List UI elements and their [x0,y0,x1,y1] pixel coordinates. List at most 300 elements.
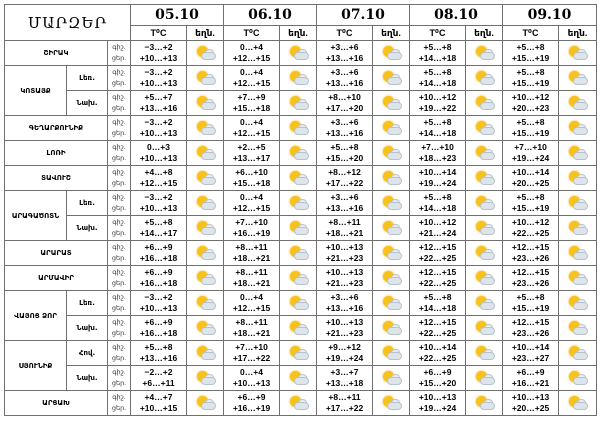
weather-icon-cell [280,141,317,166]
zone-name: Լեռ. [67,191,108,216]
night-temperature: +10…+14 [418,342,457,352]
weather-icon-cell [187,291,224,316]
day-temperature: +21…+23 [325,278,364,288]
time-of-day-labels [108,341,131,366]
temperature-cell [224,366,280,391]
temperature-cell [224,341,280,366]
sun-behind-cloud-icon [382,146,401,159]
night-temperature: +10…+14 [511,167,550,177]
day-label: ցեր. [111,255,127,262]
day-temperature: +17…+22 [325,178,364,188]
weather-icon-cell [187,141,224,166]
day-temperature: +23…+27 [511,353,550,363]
temperature-cell [503,316,559,341]
temperature-cell [317,41,373,66]
day-temperature: +15…+20 [418,378,457,388]
temperature-cell [503,191,559,216]
temperature-cell [131,391,187,416]
night-temperature: +2…+5 [237,142,266,152]
temperature-subheader: T⁰C [131,26,187,41]
weather-icon-cell [373,166,410,191]
night-temperature: +4…+7 [144,392,173,402]
day-temperature: +19…+24 [325,353,364,363]
temperature-cell [131,341,187,366]
day-label: ցեր. [111,105,127,112]
sun-behind-cloud-icon [475,271,494,284]
region-name: ՏԱՎՈՒՇ [5,166,108,191]
temperature-cell [224,116,280,141]
temperature-cell [317,141,373,166]
region-name: ԱՐԱՐԱՏ [5,241,108,266]
region-name: ԱՐՑԱԽ [5,391,108,416]
temperature-subheader: T⁰C [503,26,559,41]
weather-icon-cell [466,366,503,391]
weather-icon-cell [559,316,597,341]
sun-behind-cloud-icon [196,396,215,409]
day-temperature: +10…+13 [139,53,178,63]
weather-icon-cell [466,391,503,416]
region-row [5,216,597,241]
night-temperature: +10…+14 [511,342,550,352]
temperature-cell [224,191,280,216]
weather-icon-cell [280,116,317,141]
sun-behind-cloud-icon [568,121,587,134]
temperature-cell [317,316,373,341]
night-temperature: +8…+11 [235,317,268,327]
night-temperature: −2…+2 [144,367,173,377]
day-temperature: +13…+16 [139,353,178,363]
sun-behind-cloud-icon [289,396,308,409]
night-temperature: +8…+11 [235,242,268,252]
sun-behind-cloud-icon [475,296,494,309]
temperature-cell [317,291,373,316]
weather-icon-cell [373,341,410,366]
night-label: գիշ. [112,44,126,51]
night-label: գիշ. [112,94,126,101]
day-label: ցեր. [111,380,127,387]
temperature-cell [224,291,280,316]
temperature-cell [131,116,187,141]
night-temperature: −3…+2 [144,67,173,77]
day-label: ցեր. [111,205,127,212]
temperature-cell [503,241,559,266]
night-temperature: +10…+12 [418,217,457,227]
day-temperature: +23…+26 [511,253,550,263]
sun-behind-cloud-icon [196,271,215,284]
temperature-cell [503,266,559,291]
temperature-cell [317,216,373,241]
day-temperature: +16…+18 [139,253,178,263]
day-label: ցեր. [111,280,127,287]
sun-behind-cloud-icon [289,121,308,134]
region-row [5,291,597,316]
night-temperature: +5…+8 [144,342,173,352]
day-temperature: +13…+16 [139,103,178,113]
night-temperature: +5…+8 [144,217,173,227]
night-label: գիշ. [112,69,126,76]
night-temperature: +3…+7 [330,367,359,377]
date-header: 05.10 [131,5,224,26]
night-temperature: −3…+2 [144,292,173,302]
night-temperature: +10…+12 [511,217,550,227]
night-label: գիշ. [112,169,126,176]
weather-icon-cell [466,291,503,316]
sun-behind-cloud-icon [289,71,308,84]
weather-icon-cell [280,266,317,291]
weather-subheader: եղն. [466,26,503,41]
night-temperature: +7…+9 [237,92,266,102]
region-row [5,191,597,216]
temperature-cell [131,366,187,391]
night-temperature: +5…+8 [423,42,452,52]
sun-behind-cloud-icon [475,321,494,334]
sun-behind-cloud-icon [196,296,215,309]
temperature-cell [410,41,466,66]
night-temperature: +12…+15 [418,267,457,277]
weather-icon-cell [373,391,410,416]
day-temperature: +18…+23 [418,153,457,163]
sun-behind-cloud-icon [289,371,308,384]
sun-behind-cloud-icon [382,246,401,259]
temperature-cell [224,391,280,416]
sun-behind-cloud-icon [382,221,401,234]
temperature-cell [224,141,280,166]
temperature-cell [131,41,187,66]
sun-behind-cloud-icon [568,221,587,234]
night-temperature: +8…+11 [328,217,361,227]
night-temperature: +12…+15 [511,267,550,277]
night-temperature: −3…+2 [144,192,173,202]
weather-icon-cell [373,316,410,341]
weather-icon-cell [466,91,503,116]
region-name: ՎԱՅՈՑ ՁՈՐ [5,291,67,341]
date-header: 08.10 [410,5,503,26]
time-of-day-labels [108,241,131,266]
night-temperature: +6…+9 [423,367,452,377]
day-temperature: +23…+26 [511,278,550,288]
region-name: ՍՅՈՒՆԻՔ [5,341,67,391]
sun-behind-cloud-icon [475,246,494,259]
weather-icon-cell [280,316,317,341]
night-temperature: +3…+6 [330,67,359,77]
weather-icon-cell [466,41,503,66]
weather-icon-cell [559,66,597,91]
weather-icon-cell [466,191,503,216]
time-of-day-labels [108,41,131,66]
sun-behind-cloud-icon [196,371,215,384]
night-label: գիշ. [112,119,126,126]
zone-name: Լեռ. [67,66,108,91]
temperature-cell [317,391,373,416]
time-of-day-labels [108,191,131,216]
sun-behind-cloud-icon [382,296,401,309]
weather-icon-cell [187,191,224,216]
day-temperature: +16…+18 [139,328,178,338]
night-temperature: +8…+10 [328,92,361,102]
day-temperature: +18…+21 [325,228,364,238]
sun-behind-cloud-icon [382,71,401,84]
sun-behind-cloud-icon [475,96,494,109]
weather-icon-cell [559,116,597,141]
weather-icon-cell [280,191,317,216]
forecast-table-container [4,4,596,435]
day-label: ցեր. [111,155,127,162]
day-temperature: +15…+18 [232,178,271,188]
weather-icon-cell [466,116,503,141]
weather-icon-cell [466,166,503,191]
night-temperature: 0…+4 [240,117,263,127]
night-label: գիշ. [112,244,126,251]
temperature-cell [503,116,559,141]
night-temperature: +3…+6 [330,292,359,302]
day-temperature: +23…+26 [511,328,550,338]
temperature-cell [317,366,373,391]
day-temperature: +17…+22 [325,403,364,413]
night-temperature: +10…+13 [325,317,364,327]
sun-behind-cloud-icon [196,346,215,359]
sun-behind-cloud-icon [196,46,215,59]
night-temperature: 0…+4 [240,367,263,377]
time-of-day-labels [108,166,131,191]
day-label: ցեր. [111,330,127,337]
temperature-cell [503,91,559,116]
sun-behind-cloud-icon [196,146,215,159]
night-temperature: +7…+10 [514,142,547,152]
weather-icon-cell [466,316,503,341]
temperature-cell [224,266,280,291]
temperature-cell [503,341,559,366]
date-header: 06.10 [224,5,317,26]
day-temperature: +12…+15 [232,303,271,313]
day-temperature: +15…+19 [511,53,550,63]
weather-icon-cell [187,266,224,291]
sun-behind-cloud-icon [568,346,587,359]
night-temperature: +6…+9 [237,392,266,402]
temperature-cell [131,66,187,91]
temperature-cell [131,166,187,191]
night-label: գիշ. [112,144,126,151]
day-temperature: +14…+18 [418,203,457,213]
day-temperature: +10…+13 [139,78,178,88]
day-temperature: +19…+24 [511,153,550,163]
region-row [5,241,597,266]
night-temperature: 0…+4 [240,192,263,202]
sun-behind-cloud-icon [289,146,308,159]
night-temperature: +6…+9 [144,242,173,252]
night-temperature: +6…+10 [235,167,268,177]
weather-icon-cell [373,141,410,166]
night-temperature: +7…+10 [235,217,268,227]
temperature-cell [410,216,466,241]
day-temperature: +16…+19 [232,403,271,413]
temperature-cell [224,91,280,116]
temperature-cell [503,41,559,66]
weather-icon-cell [373,41,410,66]
day-temperature: +21…+23 [325,328,364,338]
region-name: ԿՈՏԱՅՔ [5,66,67,116]
weather-subheader: եղն. [280,26,317,41]
night-temperature: +12…+15 [418,242,457,252]
temperature-cell [317,166,373,191]
day-label: ցեր. [111,405,127,412]
temperature-cell [131,191,187,216]
day-temperature: +6…+11 [142,378,175,388]
region-row [5,91,597,116]
temperature-subheader: T⁰C [224,26,280,41]
sun-behind-cloud-icon [289,296,308,309]
sun-behind-cloud-icon [568,196,587,209]
night-temperature: +7…+10 [421,142,454,152]
day-temperature: +10…+15 [139,403,178,413]
time-of-day-labels [108,291,131,316]
day-temperature: +13…+16 [325,203,364,213]
weather-icon-cell [373,66,410,91]
region-row [5,166,597,191]
weather-icon-cell [466,241,503,266]
weather-icon-cell [559,266,597,291]
weather-icon-cell [187,366,224,391]
sun-behind-cloud-icon [196,246,215,259]
time-of-day-labels [108,266,131,291]
temperature-subheader: T⁰C [410,26,466,41]
day-temperature: +17…+22 [232,353,271,363]
night-label: գիշ. [112,369,126,376]
temperature-subheader: T⁰C [317,26,373,41]
region-row [5,316,597,341]
night-label: գիշ. [112,294,126,301]
day-temperature: +10…+13 [139,153,178,163]
night-temperature: +5…+8 [330,142,359,152]
night-label: գիշ. [112,194,126,201]
day-temperature: +20…+25 [511,178,550,188]
sun-behind-cloud-icon [568,96,587,109]
time-of-day-labels [108,91,131,116]
weather-icon-cell [187,241,224,266]
day-temperature: +16…+18 [139,278,178,288]
temperature-cell [131,241,187,266]
weather-icon-cell [559,366,597,391]
weather-icon-cell [373,91,410,116]
sun-behind-cloud-icon [289,46,308,59]
sun-behind-cloud-icon [568,371,587,384]
day-temperature: +14…+18 [418,303,457,313]
weather-icon-cell [466,266,503,291]
sun-behind-cloud-icon [568,46,587,59]
night-temperature: 0…+4 [240,67,263,77]
day-temperature: +10…+13 [139,203,178,213]
night-label: գիշ. [112,269,126,276]
weather-subheader: եղն. [373,26,410,41]
day-temperature: +22…+25 [418,353,457,363]
day-temperature: +15…+18 [232,103,271,113]
sun-behind-cloud-icon [475,221,494,234]
weather-icon-cell [373,291,410,316]
weather-icon-cell [559,191,597,216]
sun-behind-cloud-icon [196,121,215,134]
weather-icon-cell [187,316,224,341]
weather-icon-cell [373,366,410,391]
temperature-cell [131,141,187,166]
night-temperature: −3…+2 [144,42,173,52]
weather-icon-cell [466,216,503,241]
weather-icon-cell [559,166,597,191]
day-temperature: +12…+15 [139,178,178,188]
region-name: ԼՈՌԻ [5,141,108,166]
temperature-cell [503,291,559,316]
night-temperature: +5…+8 [516,67,545,77]
time-of-day-labels [108,141,131,166]
sun-behind-cloud-icon [475,121,494,134]
temperature-cell [317,91,373,116]
weather-icon-cell [466,341,503,366]
temperature-cell [410,91,466,116]
zone-name: Նախ. [67,316,108,341]
sun-behind-cloud-icon [196,196,215,209]
night-temperature: +5…+8 [423,117,452,127]
temperature-cell [410,66,466,91]
weather-icon-cell [187,341,224,366]
day-temperature: +16…+21 [511,378,550,388]
temperature-cell [410,291,466,316]
weather-icon-cell [187,391,224,416]
weather-icon-cell [280,341,317,366]
temperature-cell [410,316,466,341]
night-label: գիշ. [112,344,126,351]
night-temperature: +9…+12 [328,342,361,352]
night-temperature: +5…+8 [423,292,452,302]
night-temperature: +5…+8 [516,192,545,202]
region-row [5,41,597,66]
weather-subheader: եղն. [559,26,597,41]
night-temperature: +12…+15 [511,317,550,327]
day-temperature: +14…+17 [139,228,178,238]
temperature-cell [131,266,187,291]
day-temperature: +15…+19 [511,128,550,138]
weather-icon-cell [373,266,410,291]
night-temperature: 0…+3 [147,142,170,152]
night-temperature: +10…+12 [511,92,550,102]
weather-icon-cell [373,241,410,266]
time-of-day-labels [108,391,131,416]
temperature-cell [410,166,466,191]
time-of-day-labels [108,116,131,141]
weather-icon-cell [466,66,503,91]
time-of-day-labels [108,66,131,91]
temperature-cell [224,241,280,266]
day-temperature: +12…+15 [232,128,271,138]
sun-behind-cloud-icon [289,96,308,109]
day-temperature: +15…+19 [511,303,550,313]
time-of-day-labels [108,216,131,241]
weather-icon-cell [559,241,597,266]
weather-icon-cell [559,41,597,66]
sun-behind-cloud-icon [475,346,494,359]
region-row [5,141,597,166]
region-row [5,366,597,391]
time-of-day-labels [108,316,131,341]
weather-icon-cell [466,141,503,166]
weather-icon-cell [280,91,317,116]
weather-icon-cell [559,141,597,166]
night-temperature: +3…+6 [330,42,359,52]
sun-behind-cloud-icon [382,196,401,209]
temperature-cell [317,66,373,91]
night-temperature: +12…+15 [511,242,550,252]
day-temperature: +21…+24 [418,228,457,238]
temperature-cell [224,66,280,91]
weather-icon-cell [280,41,317,66]
sun-behind-cloud-icon [568,71,587,84]
